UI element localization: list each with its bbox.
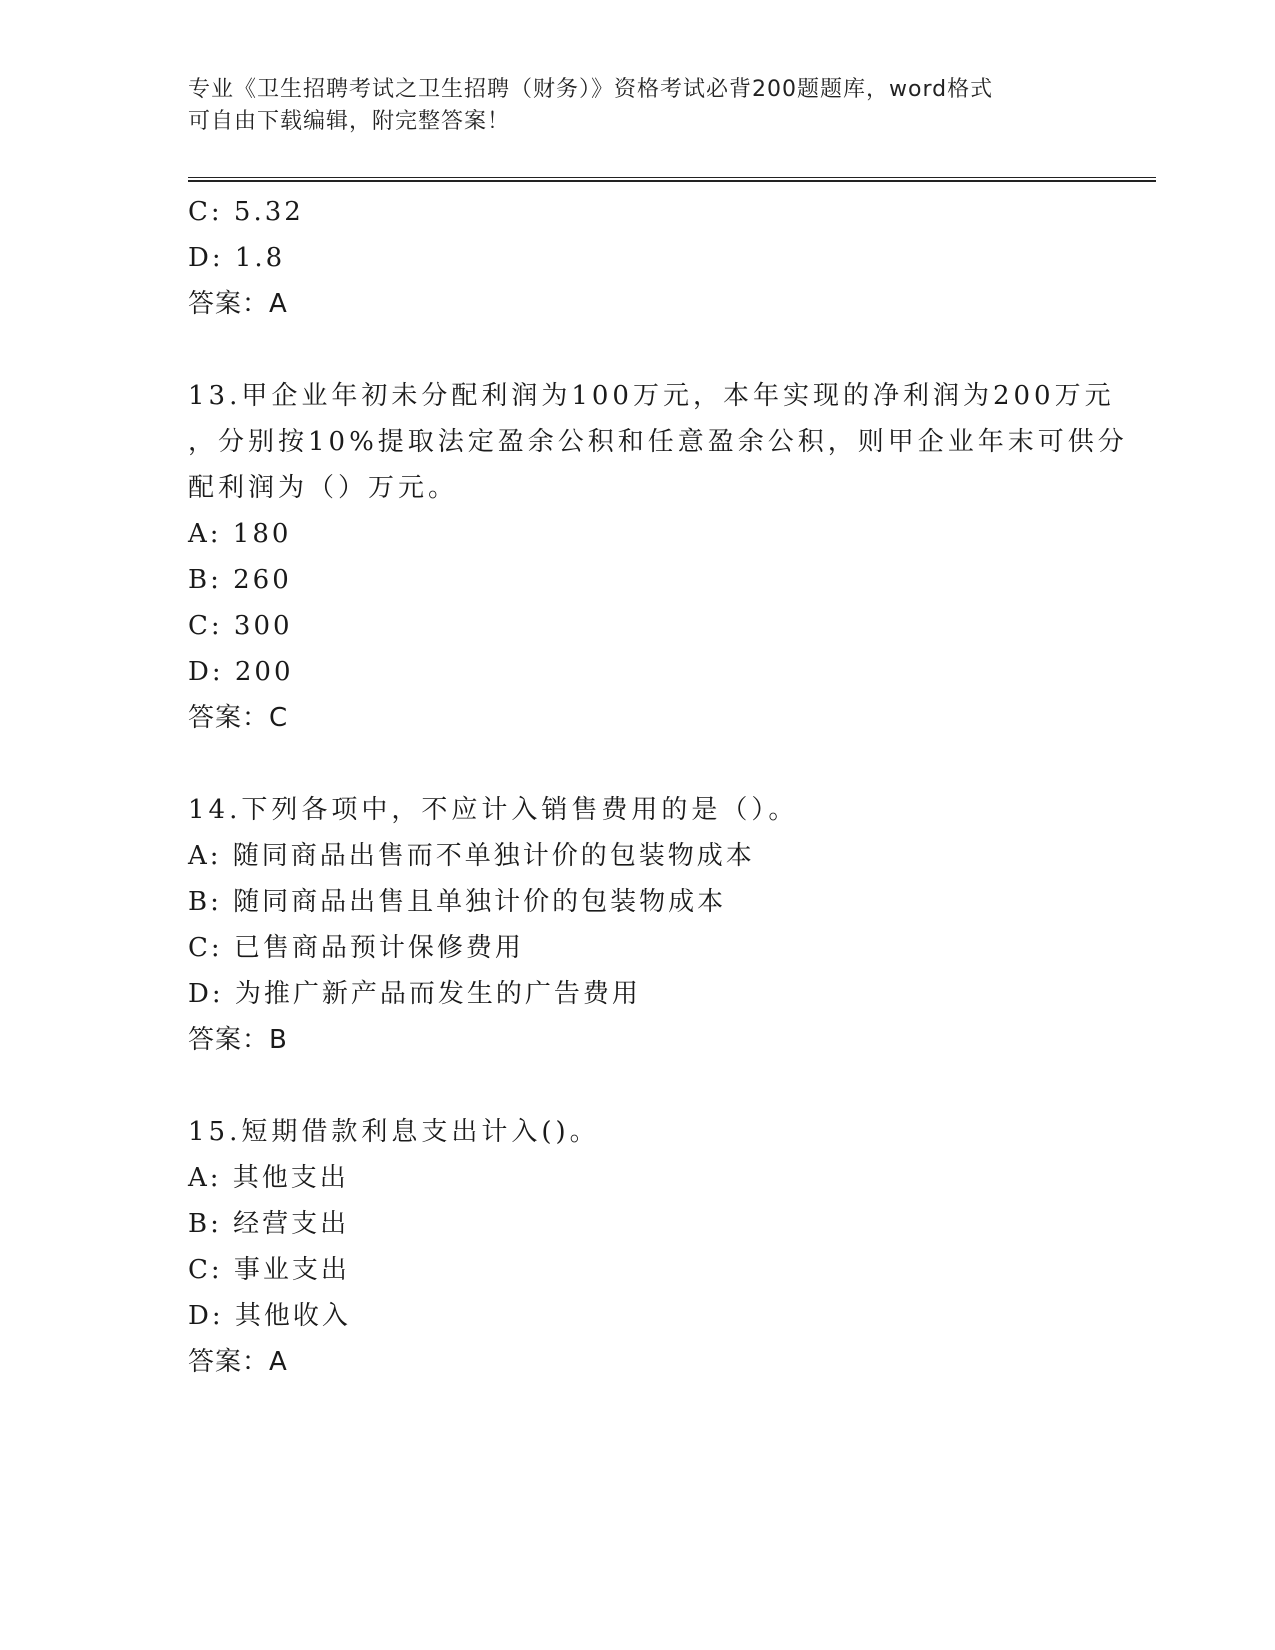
option-a: A: 随同商品出售而不单独计价的包装物成本 [188, 841, 755, 871]
answer-line: 答案：B [188, 1025, 288, 1055]
spacer [188, 1063, 1148, 1109]
header-title-line-2: 可自由下载编辑，附完整答案！ [188, 109, 511, 134]
option-c: C: 事业支出 [188, 1255, 350, 1285]
answer-line: 答案：A [188, 1347, 288, 1377]
header-title-line-1: 专业《卫生招聘考试之卫生招聘（财务）》资格考试必背200题题库，word格式 [188, 77, 994, 102]
question-stem-line-1: 13.甲企业年初未分配利润为100万元，本年实现的净利润为200万元 [188, 381, 1115, 411]
question-13 [188, 373, 1148, 741]
option-c: C: 已售商品预计保修费用 [188, 933, 524, 963]
option-c: C: 5.32 [188, 197, 304, 227]
question-14 [188, 787, 1148, 1063]
question-stem-line-1: 14.下列各项中，不应计入销售费用的是（）。 [188, 795, 799, 825]
spacer [188, 741, 1148, 787]
option-b: B: 经营支出 [188, 1209, 350, 1239]
option-b: B: 260 [188, 565, 292, 595]
option-a: A: 其他支出 [188, 1163, 349, 1193]
option-d: D: 1.8 [188, 243, 286, 273]
question-content [188, 189, 1148, 1385]
option-d: D: 200 [188, 657, 294, 687]
answer-line: 答案：C [188, 703, 289, 733]
spacer [188, 327, 1148, 373]
previous-question-tail [188, 189, 1148, 327]
question-stem-line-3: 配利润为（）万元。 [188, 473, 459, 503]
option-d: D: 为推广新产品而发生的广告费用 [188, 979, 641, 1009]
question-stem-line-1: 15.短期借款利息支出计入()。 [188, 1117, 600, 1147]
option-a: A: 180 [188, 519, 292, 549]
question-stem-line-2: ，分别按10%提取法定盈余公积和任意盈余公积，则甲企业年末可供分 [188, 427, 1128, 457]
option-d: D: 其他收入 [188, 1301, 351, 1331]
answer-line: 答案：A [188, 289, 288, 319]
header-divider [188, 177, 1156, 182]
page-header [188, 74, 1088, 138]
option-b: B: 随同商品出售且单独计价的包装物成本 [188, 887, 727, 917]
option-c: C: 300 [188, 611, 293, 641]
question-15 [188, 1109, 1148, 1385]
